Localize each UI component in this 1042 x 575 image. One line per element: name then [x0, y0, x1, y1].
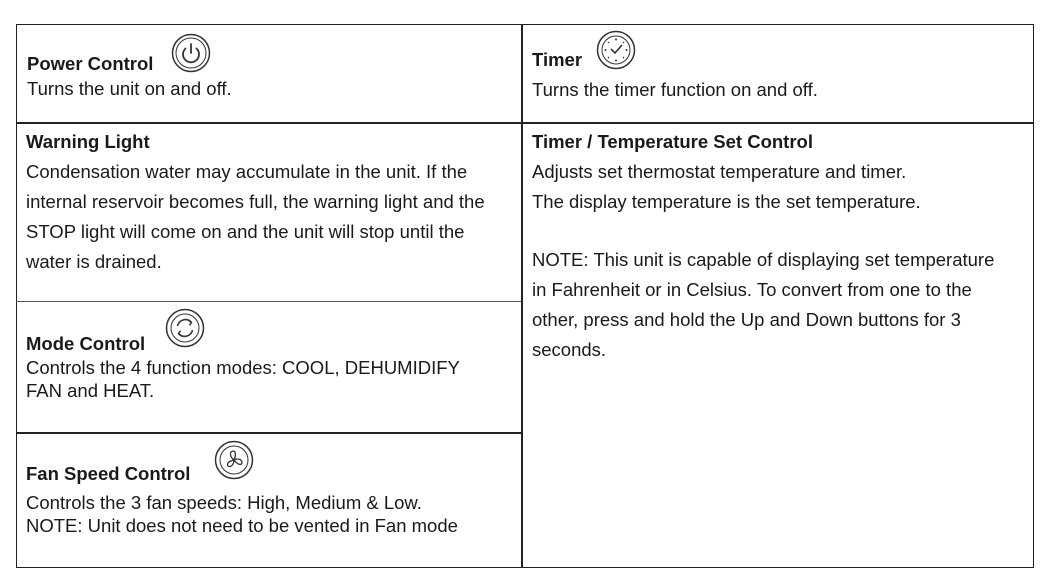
- timer-temp-note-line: NOTE: This unit is capable of displaying set temperature: [532, 249, 995, 270]
- mode-cycle-icon: [165, 308, 205, 348]
- timer-temp-line: Adjusts set thermostat temperature and timer.: [532, 161, 907, 182]
- fan-speed-line: Controls the 3 fan speeds: High, Medium & Low.: [26, 491, 422, 513]
- fan-speed-line: NOTE: Unit does not need to be vented in Fan mode: [26, 515, 458, 536]
- timer-title: Timer: [532, 49, 583, 70]
- power-control-desc: Turns the unit on and off.: [27, 78, 232, 99]
- mode-control-line: Controls the 4 function modes: COOL, DEHUMIDIFY: [26, 356, 460, 378]
- warning-light-line: STOP light will come on and the unit will stop until the: [26, 221, 465, 242]
- timer-icon: [596, 30, 636, 70]
- column-divider: [521, 24, 523, 568]
- row-divider-top: [16, 122, 1034, 124]
- power-icon: [171, 33, 211, 73]
- mode-control-cell: [26, 332, 516, 403]
- row-divider-left-low: [16, 432, 521, 434]
- warning-light-line: internal reservoir becomes full, the warning light and the: [26, 191, 485, 212]
- timer-temp-line: The display temperature is the set temperature.: [532, 191, 921, 212]
- power-control-cell: [27, 50, 507, 100]
- warning-light-line: water is drained.: [26, 251, 162, 272]
- fan-speed-cell: [26, 462, 516, 538]
- fan-speed-title: Fan Speed Control: [26, 463, 191, 484]
- mode-control-line: FAN and HEAT.: [26, 380, 155, 401]
- timer-desc: Turns the timer function on and off.: [532, 79, 818, 100]
- timer-temp-cell: [532, 127, 1027, 365]
- fan-icon: [214, 440, 254, 480]
- mode-control-title: Mode Control: [26, 333, 146, 354]
- warning-light-line: Condensation water may accumulate in the unit. If the: [26, 161, 468, 182]
- row-divider-left-mid: [16, 301, 521, 302]
- timer-temp-note-line: in Fahrenheit or in Celsius. To convert from one to the: [532, 279, 972, 300]
- timer-temp-note-line: other, press and hold the Up and Down buttons for 3: [532, 309, 961, 330]
- timer-temp-title: Timer / Temperature Set Control: [532, 131, 813, 152]
- timer-temp-note-line: seconds.: [532, 339, 607, 360]
- warning-light-cell: [26, 127, 516, 277]
- warning-light-title: Warning Light: [26, 131, 150, 152]
- power-control-title: Power Control: [27, 53, 154, 74]
- spacer: [532, 217, 1027, 245]
